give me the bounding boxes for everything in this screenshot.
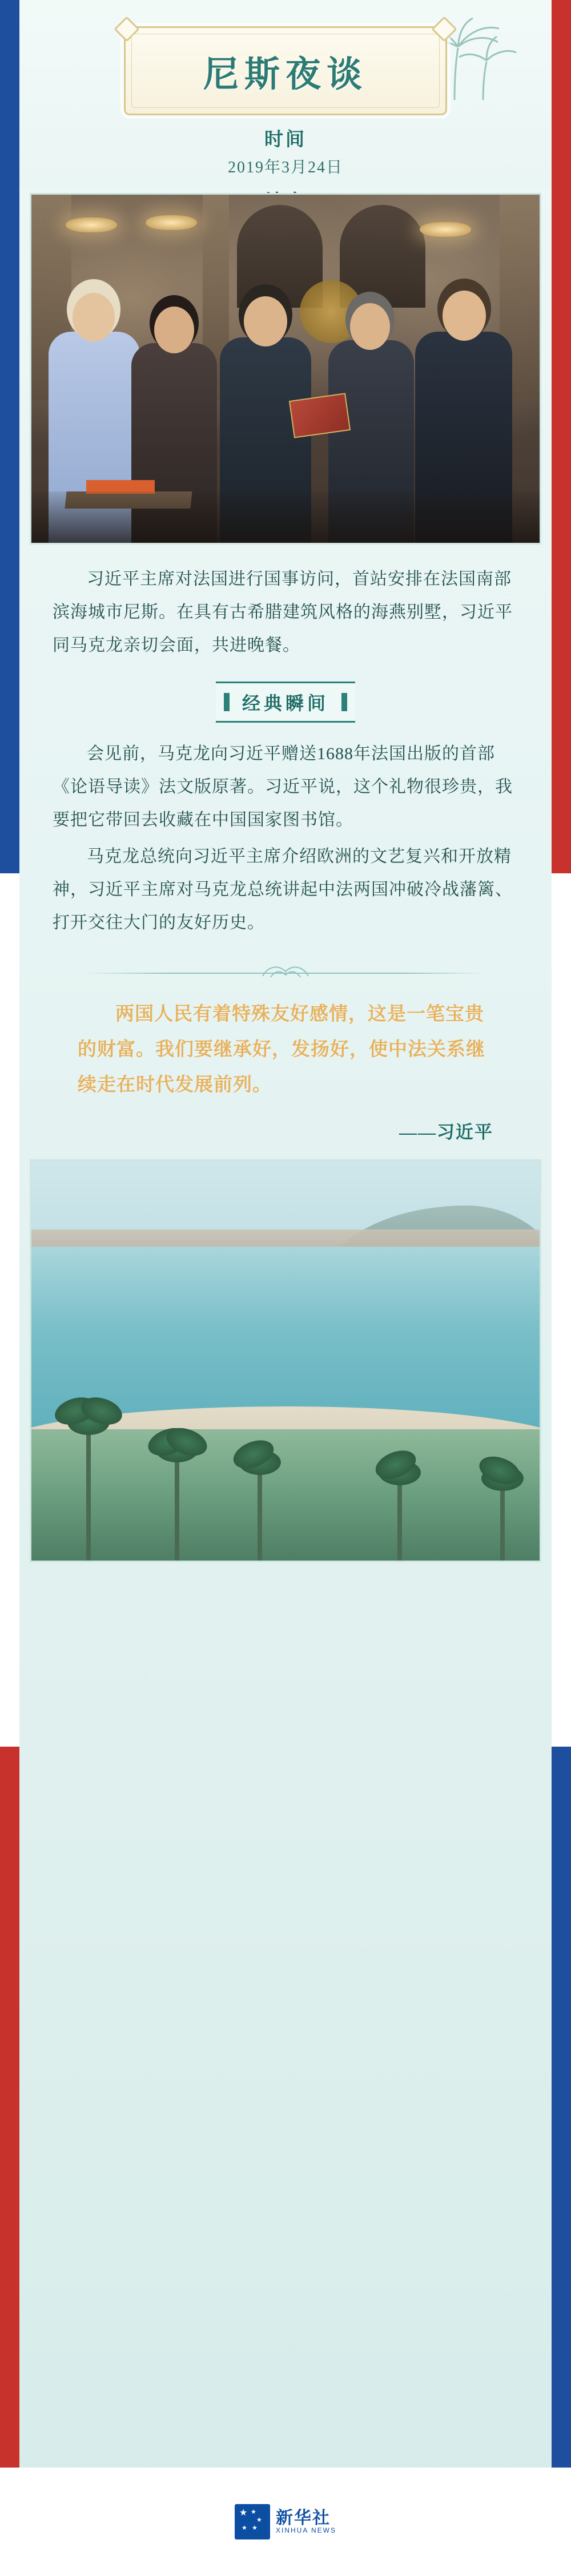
xinhua-logo [235,2504,336,2539]
paragraph-1: 习近平主席对法国进行国事访问，首站安排在法国南部滨海城市尼斯。在具有古希腊建筑风格的海燕别墅，习近平同马克龙亲切会面，共进晚餐。 [53,570,513,655]
edge-bar-segment-blue [0,0,19,873]
landscape-palm-3 [231,1435,288,1561]
page-title: 尼斯夜谈 [203,55,368,94]
footer [0,2468,571,2576]
photo-lamp-left [66,217,117,232]
poster-content [19,0,552,2576]
quote-author: ——习近平 [399,1122,493,1142]
meeting-photo-scene [31,195,540,543]
title-plaque [124,26,447,115]
section-badge-row [53,682,518,723]
photo-floor-shadow [31,491,540,543]
edge-bar-segment-blue [552,1747,571,2576]
left-edge-bar [0,0,19,2576]
photo-lamp-right [420,222,471,237]
xinhua-logo-en: XINHUA NEWS [275,2526,336,2535]
edge-bar-segment-white [0,873,19,1747]
photo-figure-3-head [350,303,390,350]
paragraph-2: 会见前，马克龙向习近平赠送1688年法国出版的首部《论语导读》法文版原著。习近平说，这个礼物很珍贵，我要把它带回去收藏在中国国家图书馆。 [53,744,513,829]
pull-quote [78,997,493,1143]
cloud-ornament-icon [251,960,320,983]
nice-coastline-photo [30,1159,541,1562]
time-value: 2019年3月24日 [227,159,343,176]
title-plaque-inner [131,34,440,108]
photo-figure-macron-head [443,291,486,341]
quote-text: 两国人民有着特殊友好感情，这是一笔宝贵的财富。我们要继承好，发扬好，使中法关系继续走在时代发展前列。 [78,1004,485,1095]
article-body [30,557,541,1143]
landscape-palm-5 [477,1452,528,1561]
time-label: 时间 [264,130,307,150]
meeting-photo [30,193,541,545]
edge-bar-segment-red [552,0,571,873]
photo-figure-1-head [73,293,115,342]
section-badge: 经典瞬间 [216,682,355,723]
edge-bar-segment-red [0,1747,19,2576]
poster-header [19,0,552,188]
landscape-palm-1 [54,1389,123,1561]
edge-bar-segment-white [552,873,571,1747]
xinhua-logo-mark-icon: ★ ★ ★ ★ ★ [235,2504,270,2539]
xinhua-logo-text [276,2509,336,2534]
landscape-palm-2 [146,1418,208,1561]
right-edge-bar [552,0,571,2576]
xinhua-logo-cn: 新华社 [275,2508,331,2527]
photo-figure-xi-head [244,296,287,346]
photo-lamp-mid [146,215,197,230]
photo-gift-book [289,393,351,438]
paragraph-3: 马克龙总统向习近平主席介绍欧洲的文艺复兴和开放精神，习近平主席对马克龙总统讲起中法两国冲破冷战藩篱、打开交往大门的友好历史。 [53,847,513,932]
photo-figure-2-head [154,307,194,353]
landscape-palm-4 [374,1446,425,1561]
ornamental-divider [87,959,484,982]
